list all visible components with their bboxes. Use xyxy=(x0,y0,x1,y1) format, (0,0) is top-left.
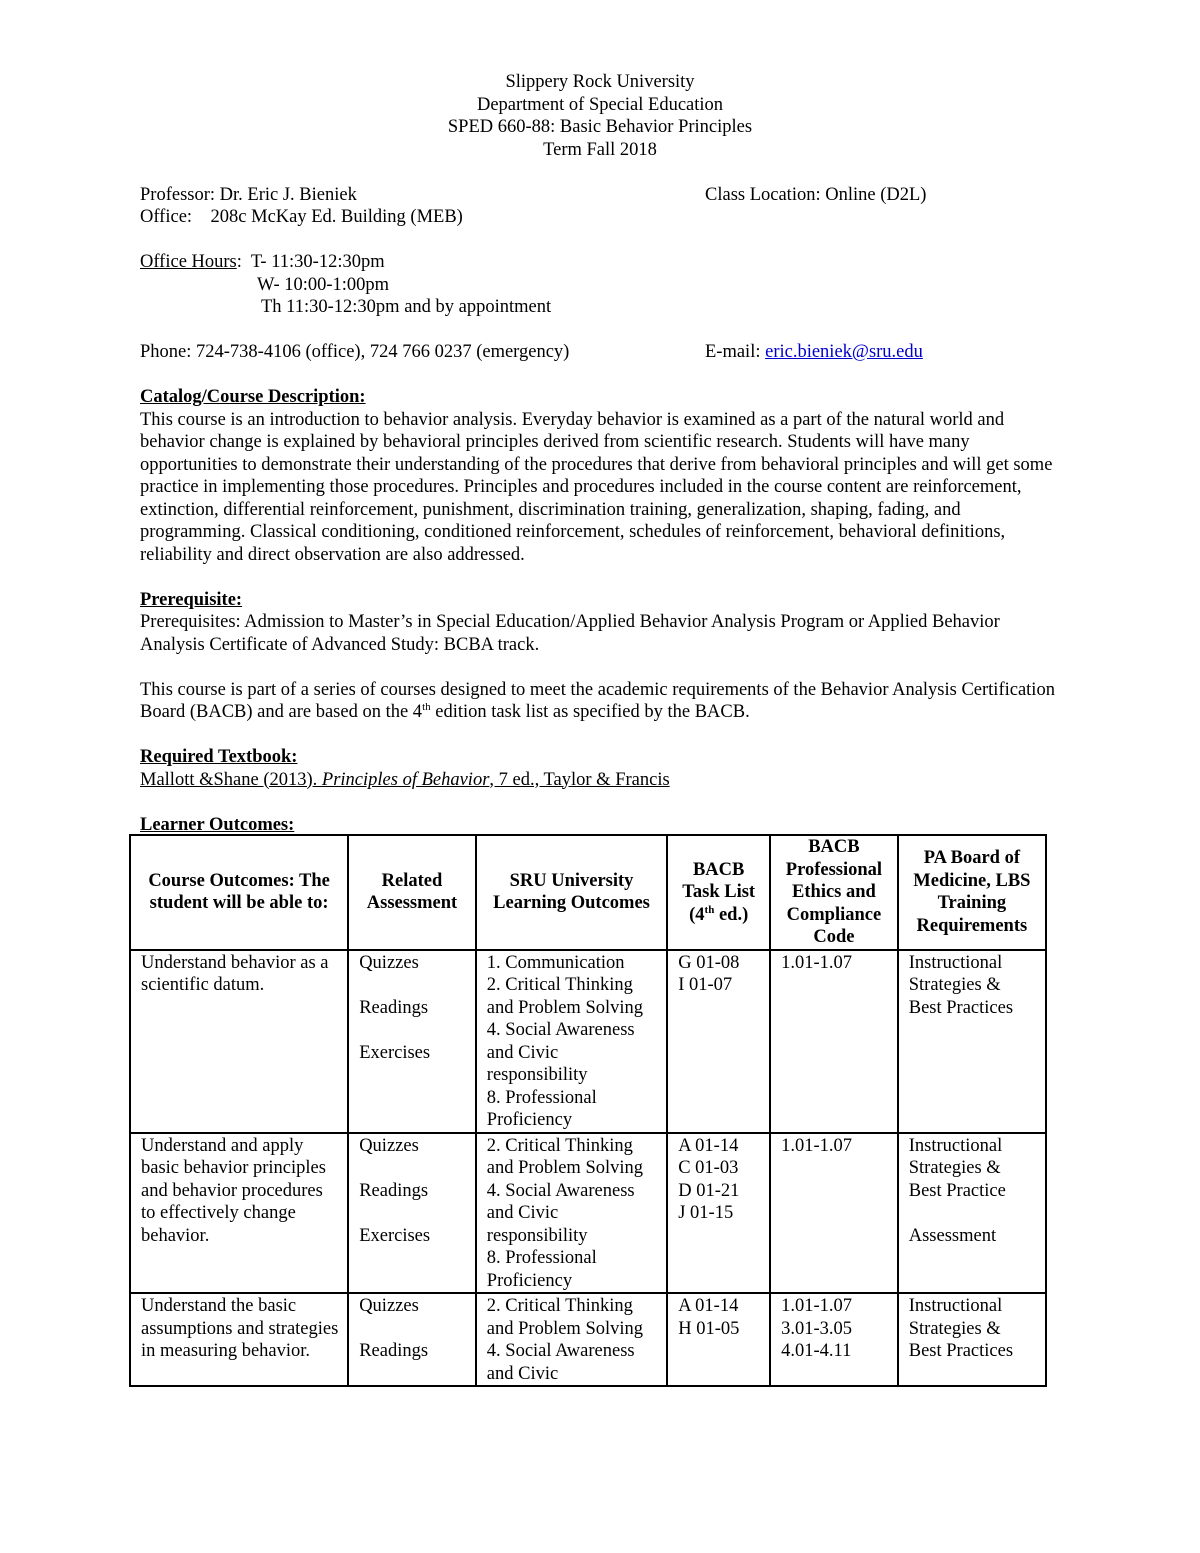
task-cell: G 01-08 I 01-07 xyxy=(667,950,770,1133)
col-bacb-ethics: BACB Professional Ethics and Compliance Code xyxy=(770,835,898,950)
pa-cell: Instructional Strategies & Best Practices xyxy=(898,1293,1046,1386)
email-label: E-mail: xyxy=(705,342,766,362)
textbook-citation: Mallott &Shane (2013). Principles of Behavior, 7 ed., Taylor & Francis xyxy=(140,769,670,790)
sru-cell: 2. Critical Thinking and Problem Solving 4. Social Awareness and Civic responsibility 8. Professional Proficiency xyxy=(476,1133,667,1294)
ethics-cell: 1.01-1.07 3.01-3.05 4.01-4.11 xyxy=(770,1293,898,1386)
prerequisite-heading: Prerequisite: xyxy=(140,589,243,610)
office-hours-1: T- 11:30-12:30pm xyxy=(250,252,385,272)
table-row xyxy=(130,950,1046,1133)
term: Term Fall 2018 xyxy=(543,139,657,160)
office: Office: 208c McKay Ed. Building (MEB) xyxy=(140,207,463,227)
sru-cell: 1. Communication 2. Critical Thinking and Problem Solving 4. Social Awareness and Civic responsibility 8. Professional Proficiency xyxy=(476,950,667,1133)
task-cell: A 01-14 H 01-05 xyxy=(667,1293,770,1386)
course-title: SPED 660-88: Basic Behavior Principles xyxy=(447,117,753,137)
syllabus-page xyxy=(140,71,1060,836)
outcomes-heading: Learner Outcomes: xyxy=(140,814,295,835)
prerequisite-text: Prerequisites: Admission to Master’s in Special Education/Applied Behavior Analysis Program or Applied Behavior Analysis Certificate of Advanced Study: BCBA track. xyxy=(140,612,1000,655)
task-cell: A 01-14 C 01-03 D 01-21 J 01-15 xyxy=(667,1133,770,1294)
email-link[interactable]: eric.bieniek@sru.edu xyxy=(765,342,923,362)
assessment-cell: Quizzes Readings Exercises xyxy=(348,1133,476,1294)
pa-cell: Instructional Strategies & Best Practices xyxy=(898,950,1046,1133)
outcome-cell: Understand and apply basic behavior principles and behavior procedures to effectively change behavior. xyxy=(130,1133,348,1294)
col-bacb-task-list: BACB Task List (4th ed.) xyxy=(667,835,770,950)
office-hours-3: Th 11:30-12:30pm and by appointment xyxy=(261,297,552,317)
learner-outcomes-table xyxy=(129,834,1047,1387)
phone: Phone: 724-738-4106 (office), 724 766 0237 (emergency) xyxy=(140,342,570,362)
office-hours-label: Office Hours xyxy=(140,252,237,272)
pa-cell: Instructional Strategies & Best Practice Assessment xyxy=(898,1133,1046,1294)
office-hours: Office Hours: T- 11:30-12:30pm xyxy=(140,252,385,272)
textbook-heading: Required Textbook: xyxy=(140,747,298,767)
catalog-text: This course is an introduction to behavior analysis. Everyday behavior is examined as a part of the natural world and behavior change is explained by behavioral principles derived from scientific research. Students will have many opportunities to demonstrate their understanding of the procedures that derive from behavioral principles and will get some practice in implementing those procedures. Principles and procedures included in the course content are reinforcement, extinction, differential reinforcement, punishment, discrimination training, generalization, shaping, fading, and programming. Classical conditioning, conditioned reinforcement, schedules of reinforcement, behavioral definitions, reliability and direct observation are also addressed. xyxy=(140,409,1053,565)
ethics-cell: 1.01-1.07 xyxy=(770,950,898,1133)
col-pa-board: PA Board of Medicine, LBS Training Requirements xyxy=(898,835,1046,950)
class-location: Class Location: Online (D2L) xyxy=(705,184,927,205)
department-name: Department of Special Education xyxy=(476,94,724,115)
col-sru-outcomes: SRU University Learning Outcomes xyxy=(476,835,667,950)
office-hours-2: W- 10:00-1:00pm xyxy=(257,274,390,295)
table-row xyxy=(130,1293,1046,1386)
university-name: Slippery Rock University xyxy=(505,72,695,92)
assessment-cell: Quizzes Readings Exercises xyxy=(348,950,476,1133)
catalog-heading: Catalog/Course Description: xyxy=(140,387,366,407)
series-text: This course is part of a series of courses designed to meet the academic requirements of the Behavior Analysis Certification Board (BACB) and are based on the 4th edition task list as specified by the BACB. xyxy=(140,679,1055,722)
outcome-cell: Understand the basic assumptions and strategies in measuring behavior. xyxy=(130,1293,348,1386)
table-row xyxy=(130,1133,1046,1294)
professor: Professor: Dr. Eric J. Bieniek xyxy=(140,184,357,205)
ethics-cell: 1.01-1.07 xyxy=(770,1133,898,1294)
outcome-cell: Understand behavior as a scientific datum. xyxy=(130,950,348,1133)
sru-cell: 2. Critical Thinking and Problem Solving 4. Social Awareness and Civic xyxy=(476,1293,667,1386)
email-line xyxy=(705,341,923,364)
assessment-cell: Quizzes Readings xyxy=(348,1293,476,1386)
col-related-assessment: Related Assessment xyxy=(348,835,476,950)
col-course-outcomes: Course Outcomes: The student will be able to: xyxy=(130,835,348,950)
table-header-row xyxy=(130,835,1046,950)
